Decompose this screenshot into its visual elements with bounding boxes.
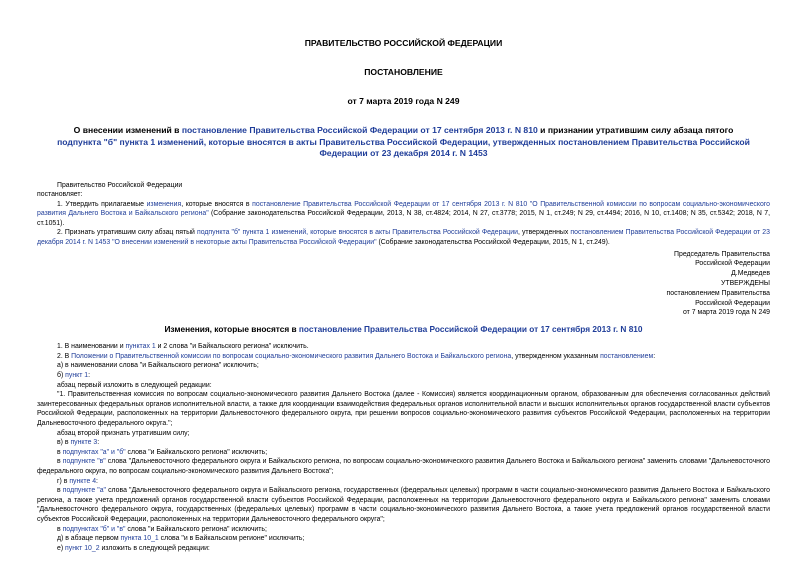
government-heading: ПРАВИТЕЛЬСТВО РОССИЙСКОЙ ФЕДЕРАЦИИ <box>304 38 503 48</box>
change-11 <box>37 477 770 487</box>
change-2-text-2: , утвержденном указанным <box>511 352 601 360</box>
item-2-link-subclause[interactable]: подпункта "б" пункта 1 изменений, которые вносятся в акты Правительства Российской Федерации <box>197 229 518 237</box>
change-3: а) в наименовании слова "и Байкальского региона" исключить; <box>57 362 259 370</box>
change-1 <box>37 342 770 352</box>
change-9-link[interactable]: подпунктах "а" и "б" <box>62 448 126 456</box>
title-link-decree-810[interactable]: постановление Правительства Российской Федерации от 17 сентября 2013 г. N 810 <box>181 125 538 135</box>
preamble-line-1: Правительство Российской Федерации <box>57 181 183 189</box>
change-12-text-2: слова "Дальневосточного федерального округа и Байкальского региона, государственных (федеральных целевых) программ в части социально-экономического развития Дальнего Востока и Байкальского региона, а также учета предложений органов государственной власти субъектов Российской Федерации, расположенных на территории Дальневосточного федерального округа и Байкальского региона" заменить словами "Дальневосточного федерального округа, государственных (федеральных целевых) программ в части социально-экономического развития Дальнего Востока, а также учета предложений органов государственной власти субъектов Российской Федерации, расположенных на территории Дальневосточного федерального округа"; <box>37 487 770 523</box>
change-9-text-2: слова "и Байкальского региона" исключить; <box>125 448 268 456</box>
approved-date: от 7 марта 2019 года N 249 <box>682 309 770 317</box>
change-8-link[interactable]: пункте 3 <box>70 439 98 447</box>
item-1-text-1: 1. Утвердить прилагаемые <box>57 200 147 208</box>
item-2-text-3: (Собрание законодательства Российской Федерации, 2015, N 1, ст.249). <box>376 239 610 247</box>
change-12-link[interactable]: подпункте "а" <box>62 487 107 495</box>
change-8-text-2: : <box>97 439 100 447</box>
signature-block <box>37 250 770 319</box>
change-7: абзац второй признать утратившим силу; <box>57 429 190 437</box>
change-10-text-2: слова "Дальневосточного федерального округа и Байкальского региона, по вопросам социально-экономического развития Дальнего Востока и Байкальского региона" заменить словами "Дальневосточного федерального округа, по вопросам социально-экономического развития Дальнего Востока"; <box>37 458 770 475</box>
change-10-text-1: в <box>57 458 63 466</box>
signature-position-2: Российской Федерации <box>695 260 770 268</box>
item-1 <box>37 200 770 229</box>
change-9-text-1: в <box>57 448 63 456</box>
change-2-text-1: 2. В <box>57 352 72 360</box>
change-8-text-1: в) в <box>57 439 71 447</box>
approved-line-3: Российской Федерации <box>695 299 770 307</box>
change-14-text-1: д) в абзаце первом <box>57 535 121 543</box>
change-4-link[interactable]: пункт 1 <box>65 372 89 380</box>
change-14 <box>37 534 770 544</box>
change-15-text-1: е) <box>57 544 66 552</box>
change-2-link-decree[interactable]: постановлением <box>600 352 654 360</box>
document-title <box>51 125 756 160</box>
item-1-link-decree[interactable]: постановление Правительства Российской Федерации от 17 сентября 2013 г. N 810 "О Правительственной комиссии по вопросам социально-экономического развития Дальнего Востока и Байкальского региона" <box>37 200 770 218</box>
change-2-text-3: : <box>653 352 656 360</box>
change-11-text-2: : <box>96 477 98 485</box>
change-2 <box>37 352 770 362</box>
change-14-link[interactable]: пункта 10_1 <box>120 535 159 543</box>
item-2-link-decree-1453[interactable]: постановлением Правительства Российской Федерации от 23 декабря 2014 г. N 1453 "О внесении изменений в некоторые акты Правительства Российской Федерации" <box>37 229 770 247</box>
change-13-text-2: слова "и Байкальского региона" исключить; <box>125 525 267 533</box>
signature-position-1: Председатель Правительства <box>674 250 770 258</box>
item-2 <box>37 228 770 247</box>
approved-label: УТВЕРЖДЕНЫ <box>721 280 770 288</box>
change-13 <box>37 525 770 535</box>
change-1-link[interactable]: пунктах 1 <box>125 343 156 351</box>
change-9 <box>37 448 770 458</box>
item-2-text-2: , утвержденных <box>517 229 571 237</box>
change-14-text-2: слова "и в Байкальском регионе" исключить; <box>158 535 305 543</box>
change-6: "1. Правительственная комиссия по вопросам социально-экономического развития Дальнего Востока (далее - Комиссия) является координационным органом, образованным для обеспечения согласованных действий заинтересованных федеральных органов исполнительной власти, а также для координации взаимодействия федеральных органов исполнительной власти и высших исполнительных органов государственной власти субъектов Российской Федерации, расположенных на территории Дальневосточного федерального округа, при решении вопросов социально-экономического развития субъектов Российской Федерации, расположенных на территории Дальневосточного федерального округа."; <box>37 391 770 427</box>
changes-subtitle-link[interactable]: постановление Правительства Российской Федерации от 17 сентября 2013 г. N 810 <box>298 324 643 335</box>
change-2-link-regulation[interactable]: Положении о Правительственной комиссии по вопросам социально-экономического развития Дальнего Востока и Байкальского региона <box>71 352 512 360</box>
change-10-link[interactable]: подпункте "в" <box>62 458 106 466</box>
change-1-text-2: и 2 слова "и Байкальского региона" исключить. <box>155 343 309 351</box>
changes-subtitle-text: Изменения, которые вносятся в <box>164 324 299 335</box>
change-13-text-1: в <box>57 525 63 533</box>
title-text-2: и признании утратившим силу абзаца пятого <box>537 125 734 135</box>
item-1-link-changes[interactable]: изменения <box>146 200 182 208</box>
preamble-line-2: постановляет: <box>37 191 83 199</box>
change-4 <box>37 371 770 381</box>
item-1-text-2: , которые вносятся в <box>181 200 253 208</box>
change-13-link[interactable]: подпунктах "б" и "в" <box>62 525 126 533</box>
change-4-text-1: б) <box>57 372 66 380</box>
item-1-text-3: (Собрание законодательства Российской Федерации, 2013, N 38, ст.4824; 2014, N 27, ст.3778; 2015, N 1, ст.249; N 29, ст.4494; 2016, N 10, ст.1408; N 35, ст.5342; 2018, N 7, ст.1051). <box>37 210 770 227</box>
document-date-number: от 7 марта 2019 года N 249 <box>347 96 460 106</box>
change-12 <box>37 486 770 524</box>
document-type-heading: ПОСТАНОВЛЕНИЕ <box>364 67 443 77</box>
approved-line-2: постановлением Правительства <box>666 289 770 297</box>
document-body <box>37 181 770 248</box>
change-1-text-1: 1. В наименовании и <box>57 343 126 351</box>
change-15 <box>37 544 770 554</box>
changes-subtitle <box>37 324 770 334</box>
title-link-decree-1453[interactable]: подпункта "б" пункта 1 изменений, которые вносятся в акты Правительства Российской Федерации, утвержденных постановлением Правительства Российской Федерации от 23 декабря 2014 г. N 1453 <box>57 136 750 158</box>
change-11-link[interactable]: пункте 4 <box>69 477 97 485</box>
changes-body <box>37 342 770 553</box>
change-10 <box>37 457 770 476</box>
change-8 <box>37 438 770 448</box>
change-5: абзац первый изложить в следующей редакции: <box>57 381 212 389</box>
item-2-text-1: 2. Признать утратившим силу абзац пятый <box>57 229 197 237</box>
change-15-link[interactable]: пункт 10_2 <box>65 544 100 552</box>
change-4-text-2: : <box>88 372 91 380</box>
change-11-text-1: г) в <box>57 477 70 485</box>
signature-name: Д.Медведев <box>731 270 770 278</box>
title-text-1: О внесении изменений в <box>73 125 182 135</box>
change-12-text-1: в <box>57 487 63 495</box>
change-15-text-2: изложить в следующей редакции: <box>99 544 210 552</box>
